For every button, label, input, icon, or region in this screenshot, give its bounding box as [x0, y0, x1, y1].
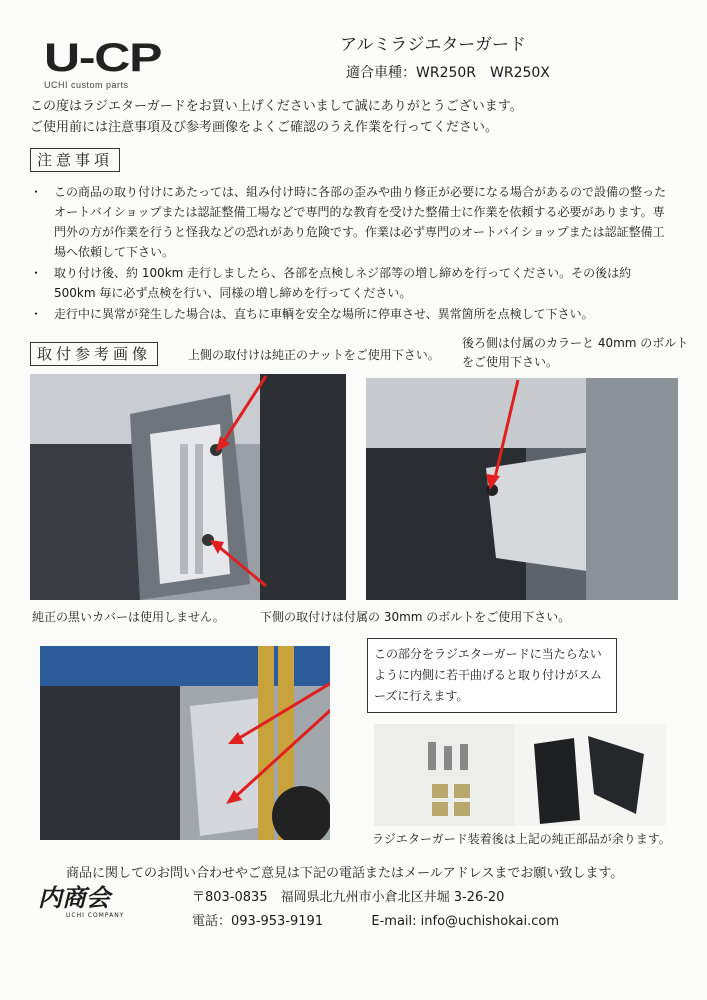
- intro-line: この度はラジエターガードをお買い上げくださいまして誠にありがとうございます。: [30, 99, 523, 114]
- logo-text: U-CP: [44, 36, 162, 80]
- logo-subtext: UCHI custom parts: [44, 80, 129, 90]
- photo-full-side: [40, 646, 330, 840]
- caution-item: ・ 走行中に異常が発生した場合は、直ちに車輌を安全な場所に停車させ、異常箇所を点検して下さい。: [30, 304, 670, 324]
- company-logo-text: 内商会: [38, 883, 110, 912]
- photo-leftover-parts: [374, 724, 666, 826]
- cautions-heading: 注意事項: [30, 148, 120, 172]
- caution-list: [30, 182, 670, 325]
- caption-black-cover: 純正の黒いカバーは使用しません。: [32, 610, 225, 624]
- intro-line: ご使用前には注意事項及び参考画像をよくご確認のうえ作業を行ってください。: [30, 120, 499, 135]
- reference-heading: 取付参考画像: [30, 342, 158, 366]
- product-title: アルミラジエターガード: [340, 35, 526, 55]
- company-email[interactable]: E-mail: info@uchishokai.com: [371, 914, 560, 929]
- company-logo-sub: UCHI COMPANY: [66, 912, 125, 919]
- company-address: 〒803-0835 福岡県北九州市小倉北区井堀 3-26-20: [192, 890, 505, 905]
- contact-line: 商品に関してのお問い合わせやご意見は下記の電話またはメールアドレスまでお願い致します。: [66, 866, 624, 881]
- company-phone: 電話：093-953-9191: [192, 914, 324, 929]
- caption-lower-mount: 下側の取付けは付属の 30mm のボルトをご使用下さい。: [260, 610, 571, 624]
- company-contact: [192, 886, 559, 934]
- intro-text: [30, 96, 523, 138]
- uchi-company-logo: [38, 884, 168, 928]
- caption-rear-mount: 後ろ側は付属のカラーと 40mm のボルトをご使用下さい。: [462, 336, 689, 369]
- compatible-models: 適合車種：WR250R WR250X: [346, 65, 550, 81]
- photo-rear-mount: [366, 378, 678, 600]
- bending-note: この部分をラジエターガードに当たらないように内側に若干曲げると取り付けがスムーズに行えます。: [367, 638, 617, 713]
- caption-upper-mount: 上側の取付けは純正のナットをご使用下さい。: [188, 348, 440, 362]
- ucp-logo: [44, 38, 212, 90]
- photo-radiator-left: [30, 374, 346, 600]
- caption-leftover-parts: ラジエターガード装着後は上記の純正部品が余ります。: [372, 832, 671, 846]
- caution-item: ・ 取り付け後、約 100km 走行しましたら、各部を点検しネジ部等の増し締めを行ってください。その後は約 500km 毎に必ず点検を行い、同様の増し締めを行ってください。: [30, 263, 670, 303]
- caution-item: ・ この商品の取り付けにあたっては、組み付け時に各部の歪みや曲り修正が必要になる場合があるので設備の整ったオートバイショップまたは認証整備工場などで専門的な教育を受けた整備士に作業を依頼する必要があります。専門外の方が作業を行うと怪我などの恐れがあり危険です。作業は必ず専門のオートバイショップまたは認証整備工場へ依頼して下さい。: [30, 182, 670, 262]
